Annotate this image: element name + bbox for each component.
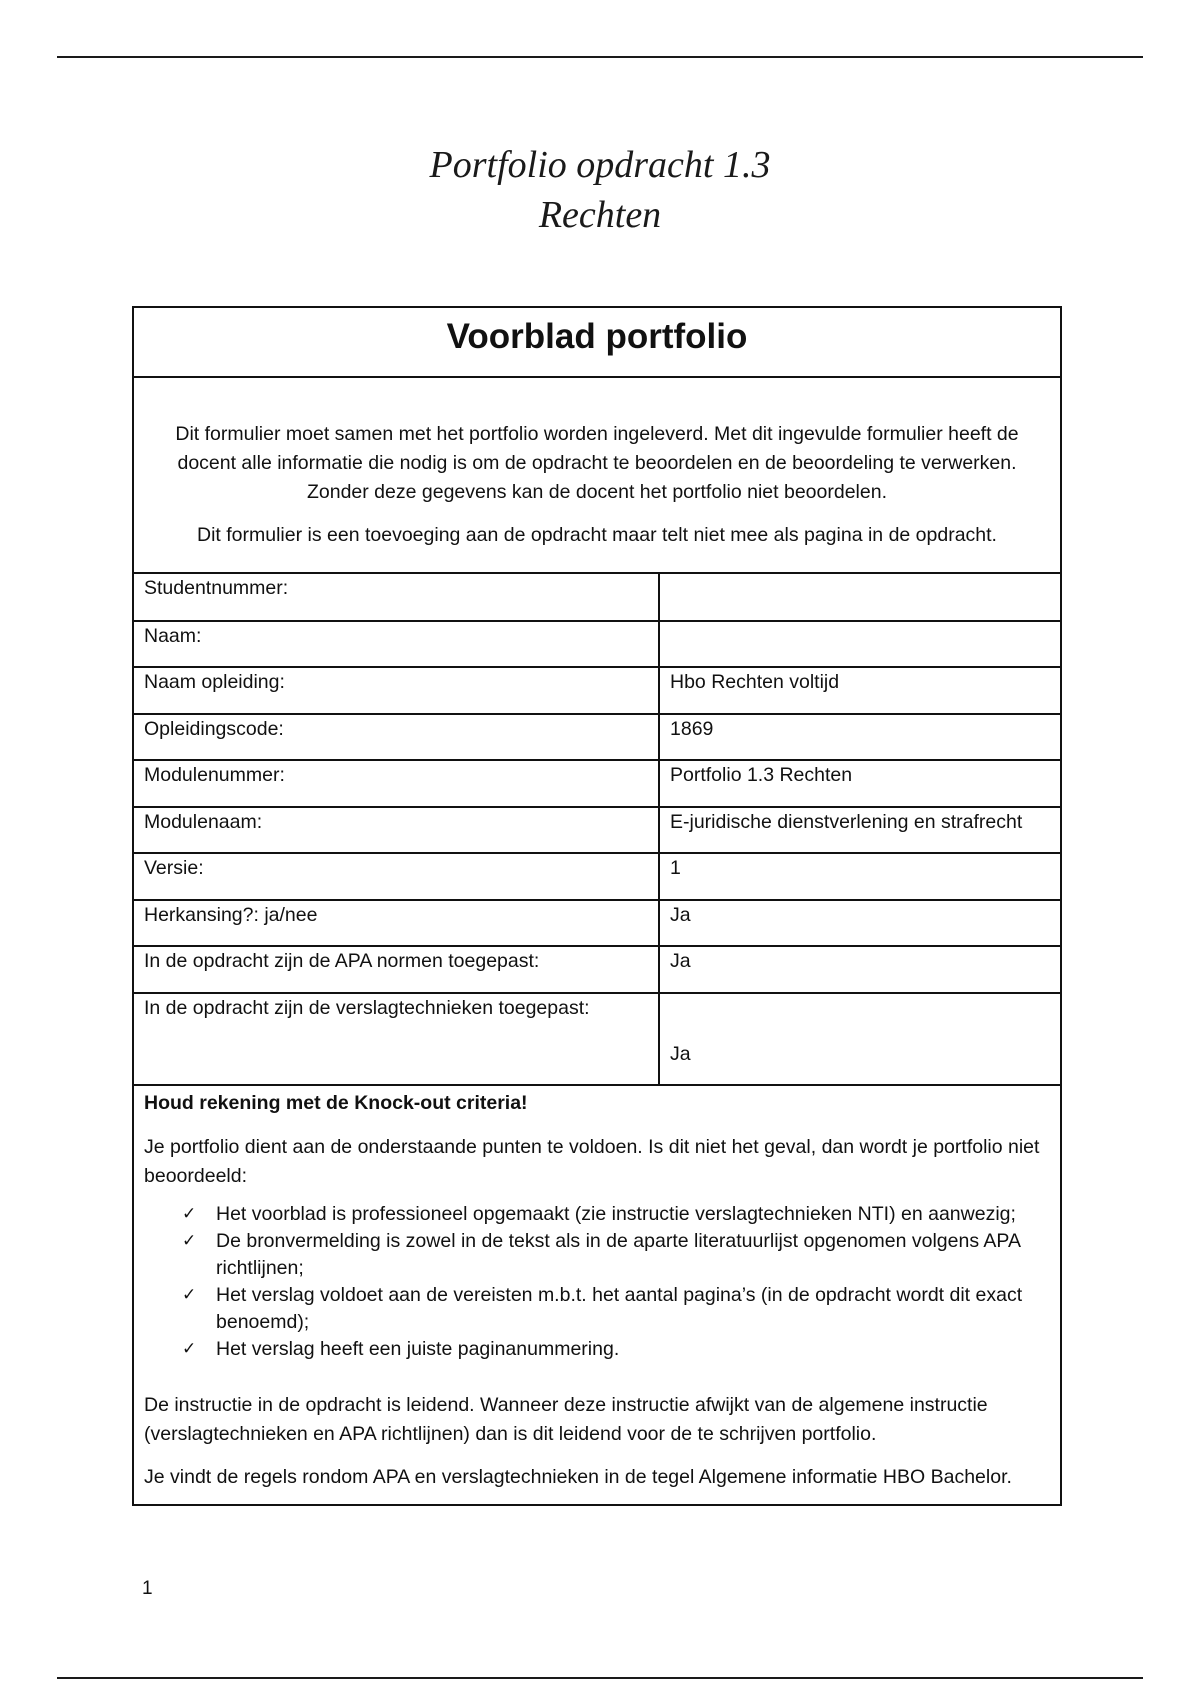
field-label: Naam opleiding:	[134, 667, 659, 714]
field-label: Naam:	[134, 621, 659, 668]
footer-rule	[57, 1677, 1143, 1679]
list-item-text: Het verslag voldoet aan de vereisten m.b.t. het aantal pagina’s (in de opdracht wordt dit exact benoemd);	[216, 1283, 1023, 1333]
checkmark-icon: ✓	[182, 1230, 197, 1251]
knockout-intro: Je portfolio dient aan de onderstaande punten te voldoen. Is dit niet het geval, dan wordt je portfolio niet beoordeeld:	[144, 1135, 1040, 1187]
field-label: Opleidingscode:	[134, 714, 659, 761]
table-row	[134, 946, 1060, 993]
knockout-checklist	[144, 1201, 1050, 1363]
list-item-text: De bronvermelding is zowel in de tekst als in de aparte literatuurlijst opgenomen volgens APA richtlijnen;	[216, 1229, 1020, 1279]
list-item	[182, 1201, 1050, 1228]
table-row	[134, 621, 1060, 668]
knockout-outro-1: De instructie in de opdracht is leidend. Wanneer deze instructie afwijkt van de algemene instructie (verslagtechnieken en APA richtlijnen) dan is dit leidend voor de te schrijven portfolio.	[144, 1393, 988, 1445]
field-label: Studentnummer:	[134, 574, 659, 621]
title-line-2: Rechten	[538, 194, 662, 236]
field-value	[659, 574, 1060, 621]
table-row	[134, 900, 1060, 947]
page-number: 1	[142, 1578, 153, 1599]
field-value: Ja	[659, 993, 1060, 1085]
table-row	[134, 574, 1060, 621]
list-item	[182, 1336, 1050, 1363]
header-rule	[57, 56, 1143, 58]
table-row	[134, 667, 1060, 714]
intro-paragraph-2: Dit formulier is een toevoeging aan de opdracht maar telt niet mee als pagina in de opdracht.	[197, 524, 997, 546]
document-title	[0, 140, 1200, 240]
field-value: Ja	[659, 900, 1060, 947]
field-label: Modulenummer:	[134, 760, 659, 807]
table-row	[134, 714, 1060, 761]
field-value: E-juridische dienstverlening en strafrecht	[659, 807, 1060, 854]
table-row	[134, 807, 1060, 854]
table-row	[134, 993, 1060, 1085]
field-label: Modulenaam:	[134, 807, 659, 854]
field-label: Herkansing?: ja/nee	[134, 900, 659, 947]
field-label: In de opdracht zijn de verslagtechnieken toegepast:	[134, 993, 659, 1085]
title-line-1: Portfolio opdracht 1.3	[429, 144, 771, 186]
field-label: In de opdracht zijn de APA normen toegepast:	[134, 946, 659, 993]
table-row	[134, 853, 1060, 900]
table-row	[134, 760, 1060, 807]
field-value: Ja	[659, 946, 1060, 993]
cover-form	[132, 306, 1062, 1506]
field-label: Versie:	[134, 853, 659, 900]
list-item-text: Het voorblad is professioneel opgemaakt (zie instructie verslagtechnieken NTI) en aanwezig;	[216, 1202, 1016, 1225]
list-item	[182, 1282, 1050, 1336]
list-item-text: Het verslag heeft een juiste paginanummering.	[216, 1337, 620, 1360]
list-item	[182, 1228, 1050, 1282]
form-intro	[134, 378, 1060, 574]
field-value	[659, 621, 1060, 668]
knockout-outro-2: Je vindt de regels rondom APA en verslagtechnieken in de tegel Algemene informatie HBO Bachelor.	[144, 1465, 1012, 1488]
checkmark-icon: ✓	[182, 1338, 197, 1359]
form-heading: Voorblad portfolio	[134, 308, 1060, 378]
knockout-title: Houd rekening met de Knock-out criteria!	[144, 1091, 528, 1114]
knockout-section	[134, 1086, 1060, 1504]
intro-paragraph-1: Dit formulier moet samen met het portfolio worden ingeleverd. Met dit ingevulde formulier heeft de docent alle informatie die nodig is om de opdracht te beoordelen en de beoordeling te verwerken. Zonder deze gegevens kan de docent het portfolio niet beoordelen.	[175, 423, 1019, 503]
field-value: 1869	[659, 714, 1060, 761]
fields-table	[134, 574, 1060, 1086]
field-value: Hbo Rechten voltijd	[659, 667, 1060, 714]
checkmark-icon: ✓	[182, 1203, 197, 1224]
checkmark-icon: ✓	[182, 1284, 197, 1305]
field-value: 1	[659, 853, 1060, 900]
field-value: Portfolio 1.3 Rechten	[659, 760, 1060, 807]
